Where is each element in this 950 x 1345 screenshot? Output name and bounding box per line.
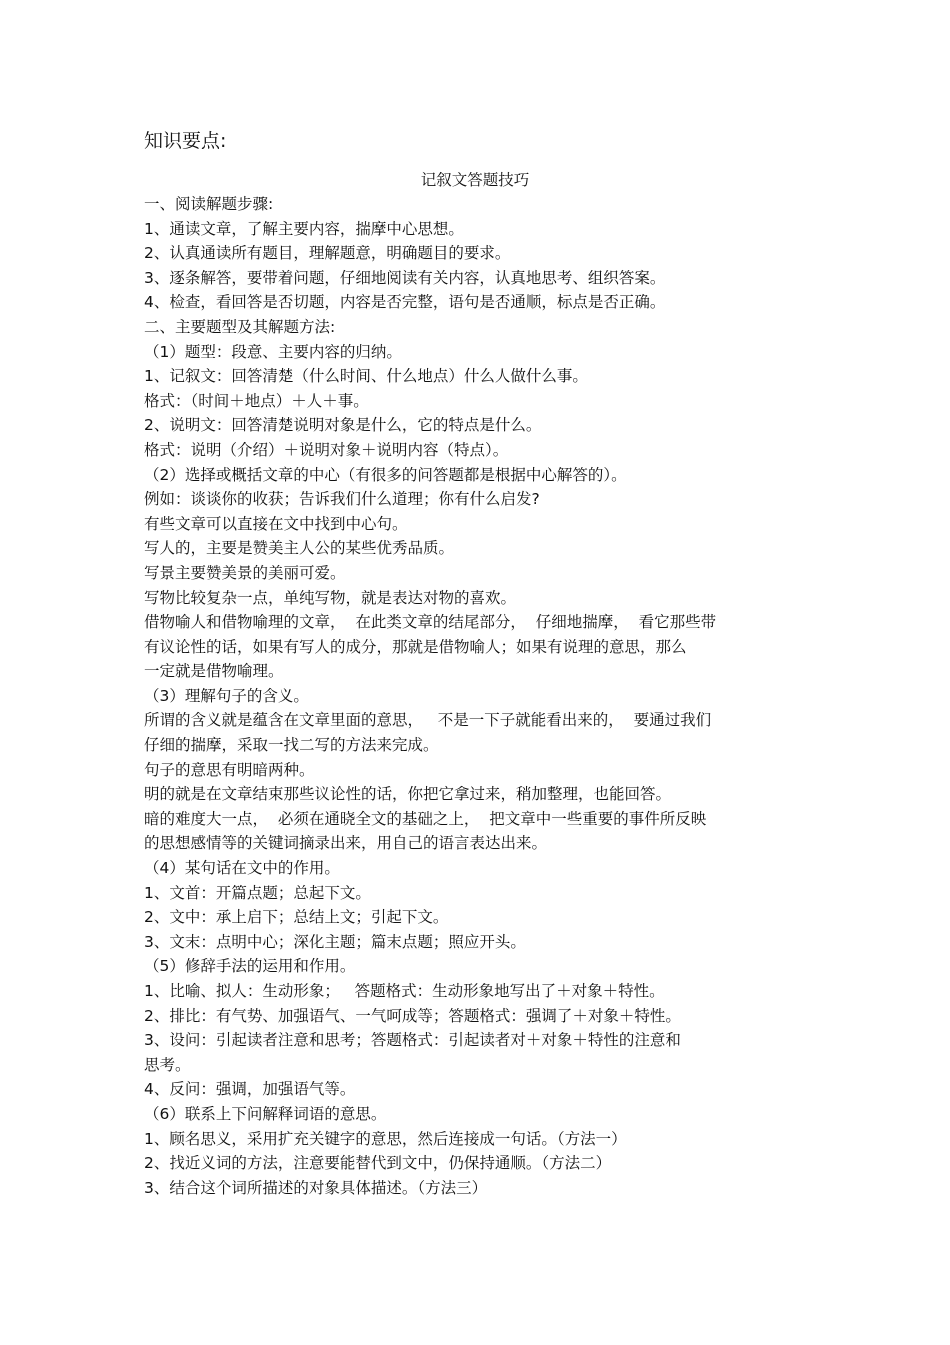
text-line: 格式：（时间＋地点）＋人＋事。 — [144, 391, 369, 410]
text-line: 1、记叙文：回答清楚（什么时间、什么地点）什么人做什么事。 — [144, 367, 588, 386]
text-line: 3、文末：点明中心；深化主题；篇末点题；照应开头。 — [144, 932, 526, 951]
text-line: 1、通读文章，了解主要内容，揣摩中心思想。 — [144, 219, 464, 238]
text-line: （2）选择或概括文章的中心（有很多的问答题都是根据中心解答的）。 — [144, 465, 627, 484]
text-line: 写人的，主要是赞美主人公的某些优秀品质。 — [144, 539, 455, 558]
section-heading: 知识要点: — [144, 130, 227, 152]
text-line: 所谓的含义就是蕴含在文章里面的意思， 不是一下子就能看出来的， 要通过我们 — [144, 711, 712, 730]
text-line: 1、顾名思义，采用扩充关键字的意思，然后连接成一句话。（方法一） — [144, 1129, 627, 1148]
text-line: 4、反问：强调，加强语气等。 — [144, 1080, 356, 1099]
text-line: 例如：谈谈你的收获；告诉我们什么道理；你有什么启发? — [144, 490, 540, 509]
text-line: （5）修辞手法的运用和作用。 — [144, 957, 356, 976]
text-line: 2、找近义词的方法，注意要能替代到文中，仍保持通顺。（方法二） — [144, 1154, 612, 1173]
text-line: （4）某句话在文中的作用。 — [144, 859, 340, 878]
text-line: 有些文章可以直接在文中找到中心句。 — [144, 514, 408, 533]
text-line: 2、说明文：回答清楚说明对象是什么，它的特点是什么。 — [144, 416, 542, 435]
document-body — [144, 192, 824, 1200]
text-line: 一、阅读解题步骤: — [144, 195, 274, 213]
text-line: 仔细的揣摩，采取一找二写的方法来完成。 — [144, 736, 439, 755]
text-line: 3、设问：引起读者注意和思考；答题格式：引起读者对＋对象＋特性的注意和 — [144, 1031, 681, 1050]
text-line: （1）题型：段意、主要内容的归纳。 — [144, 342, 402, 361]
text-line: 思考。 — [144, 1055, 191, 1074]
text-line: 写物比较复杂一点，单纯写物，就是表达对物的喜欢。 — [144, 588, 517, 607]
text-line: 暗的难度大一点， 必须在通晓全文的基础之上， 把文章中一些重要的事件所反映 — [144, 809, 707, 828]
text-line: 2、排比：有气势、加强语气、一气呵成等；答题格式：强调了＋对象＋特性。 — [144, 1006, 681, 1025]
text-line: 写景主要赞美景的美丽可爱。 — [144, 563, 346, 582]
text-line: 有议论性的话，如果有写人的成分，那就是借物喻人；如果有说理的意思，那么 — [144, 637, 687, 656]
text-line: 3、逐条解答，要带着问题，仔细地阅读有关内容，认真地思考、组织答案。 — [144, 268, 666, 287]
text-line: 2、文中：承上启下；总结上文；引起下文。 — [144, 908, 449, 927]
text-line: 4、检查，看回答是否切题，内容是否完整，语句是否通顺，标点是否正确。 — [144, 293, 666, 312]
text-line: 的思想感情等的关键词摘录出来，用自己的语言表达出来。 — [144, 834, 548, 853]
text-line: 3、结合这个词所描述的对象具体描述。（方法三） — [144, 1178, 488, 1197]
text-line: （6）联系上下问解释词语的意思。 — [144, 1104, 387, 1123]
text-line: 1、比喻、拟人：生动形象； 答题格式：生动形象地写出了＋对象＋特性。 — [144, 982, 665, 1000]
text-line: 二、主要题型及其解题方法: — [144, 317, 336, 336]
text-line: 一定就是借物喻理。 — [144, 662, 284, 681]
text-line: 2、认真通读所有题目，理解题意，明确题目的要求。 — [144, 244, 511, 263]
text-line: 明的就是在文章结束那些议论性的话，你把它拿过来，稍加整理，也能回答。 — [144, 785, 672, 804]
document-title: 记叙文答题技巧 — [420, 171, 530, 189]
text-line: 句子的意思有明暗两种。 — [144, 760, 315, 779]
text-line: 格式：说明（介绍）＋说明对象＋说明内容（特点）。 — [144, 440, 509, 459]
text-line: （3）理解句子的含义。 — [144, 686, 309, 705]
text-line: 借物喻人和借物喻理的文章， 在此类文章的结尾部分， 仔细地揣摩， 看它那些带 — [144, 613, 717, 632]
text-line: 1、文首：开篇点题；总起下文。 — [144, 883, 371, 902]
